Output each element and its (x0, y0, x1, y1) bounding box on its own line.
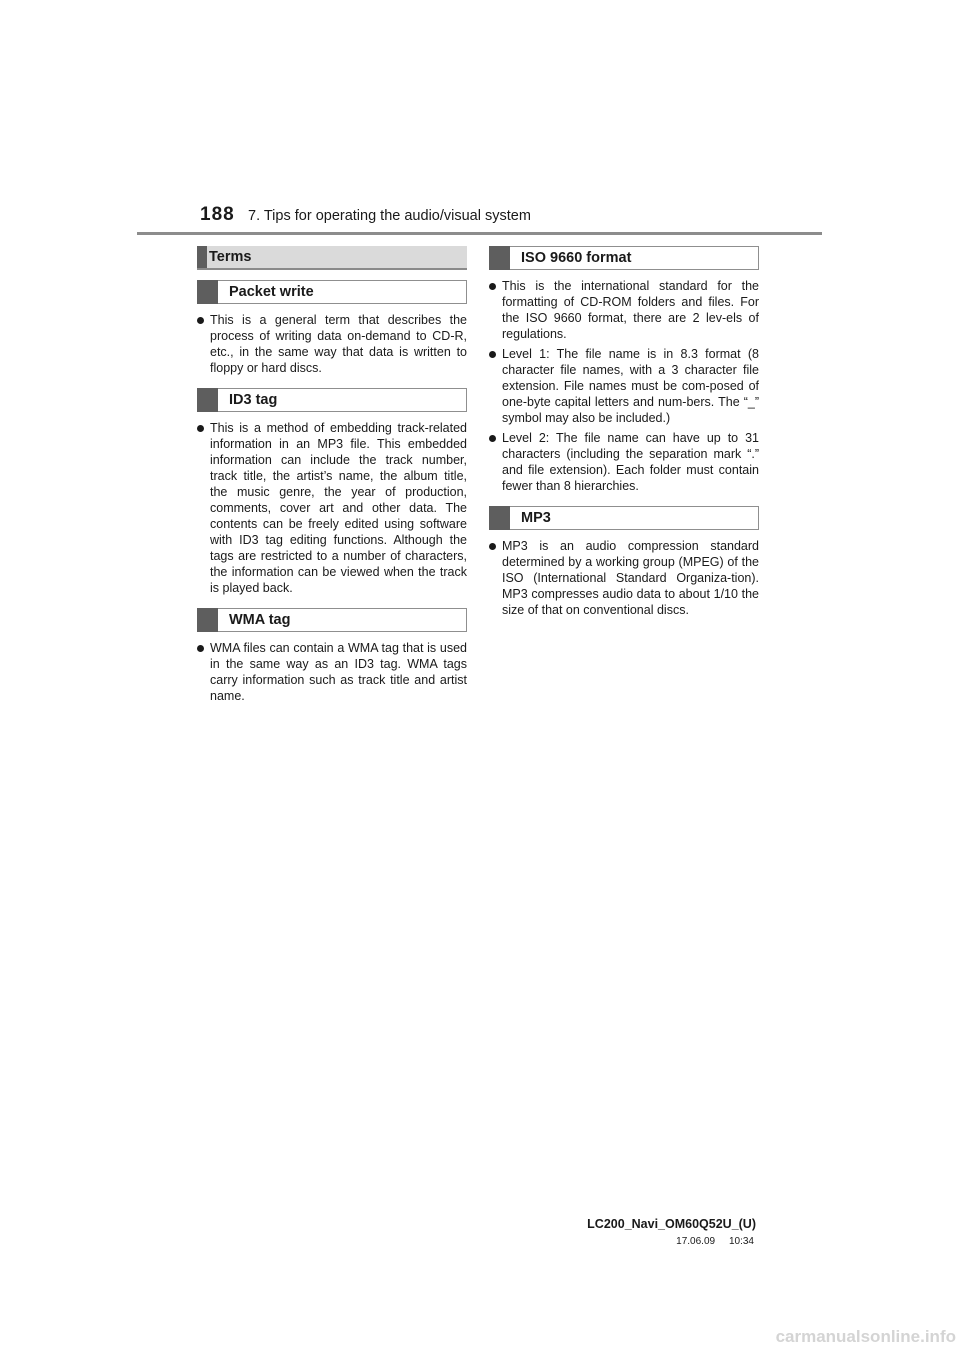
bullet-icon (489, 543, 496, 550)
list-item (489, 430, 759, 494)
left-column (197, 246, 467, 704)
bullet-text: MP3 is an audio compression standard determined by a working group (MPEG) of the ISO (International Standard Organiza-tion). MP3 compresses audio data to about 1/10 the size of that on conventional discs. (502, 539, 759, 617)
bullet-text: This is the international standard for the formatting of CD-ROM folders and files. For the ISO 9660 format, there are 2 lev-els of regulations. (502, 279, 759, 341)
list-item (197, 640, 467, 704)
bullet-icon (489, 435, 496, 442)
wma-tag-heading (197, 608, 467, 632)
heading-marker (197, 246, 207, 268)
heading-marker (489, 506, 510, 530)
page-number: 188 (200, 204, 235, 225)
bullet-icon (197, 425, 204, 432)
heading-marker (489, 246, 510, 270)
list-item (197, 420, 467, 596)
bullet-icon (489, 283, 496, 290)
list-item (489, 346, 759, 426)
heading-marker (197, 388, 218, 412)
wma-tag-heading-text: WMA tag (229, 612, 291, 628)
bullet-icon (489, 351, 496, 358)
header-rule (137, 232, 822, 235)
document-code: LC200_Navi_OM60Q52U_(U) (587, 1217, 756, 1231)
id3-tag-heading-text: ID3 tag (229, 392, 278, 408)
heading-marker (197, 280, 218, 304)
timestamp: 17.06.09 10:34 (676, 1236, 754, 1247)
bullet-text: Level 1: The file name is in 8.3 format (8 character file names, with a 3 character file extension. File names must be com-posed of one-byte capital letters and num-bers. The “_” symbol may also be included.) (502, 347, 759, 425)
bullet-icon (197, 645, 204, 652)
list-item (489, 538, 759, 618)
watermark: carmanualsonline.info (775, 1327, 956, 1346)
mp3-heading-text: MP3 (521, 510, 551, 526)
terms-heading (197, 246, 467, 270)
terms-heading-text: Terms (209, 249, 252, 265)
packet-write-heading-text: Packet write (229, 284, 314, 300)
packet-write-heading (197, 280, 467, 304)
iso-9660-heading-text: ISO 9660 format (521, 250, 632, 266)
id3-tag-heading (197, 388, 467, 412)
bullet-text: This is a method of embedding track-related information in an MP3 file. This embedded information can include the track number, track title, the artist’s name, the album title, the music genre, the year of production, comments, cover art and other data. The contents can be freely edited using software with ID3 tag editing functions. Although the tags are restricted to a number of characters, the information can be viewed when the track is played back. (210, 421, 467, 595)
bullet-text: This is a general term that describes the process of writing data on-demand to CD-R, etc., in the same way that data is written to floppy or hard discs. (210, 313, 467, 375)
right-column (489, 246, 759, 618)
list-item (489, 278, 759, 342)
bullet-text: WMA files can contain a WMA tag that is used in the same way as an ID3 tag. WMA tags carry information such as track title and artist name. (210, 641, 467, 703)
bullet-text: Level 2: The file name can have up to 31 characters (including the separation mark “.” and file extension). Each folder must contain fewer than 8 hierarchies. (502, 431, 759, 493)
bullet-icon (197, 317, 204, 324)
section-title: 7. Tips for operating the audio/visual system (248, 208, 531, 224)
list-item (197, 312, 467, 376)
heading-marker (197, 608, 218, 632)
mp3-heading (489, 506, 759, 530)
iso-9660-heading (489, 246, 759, 270)
